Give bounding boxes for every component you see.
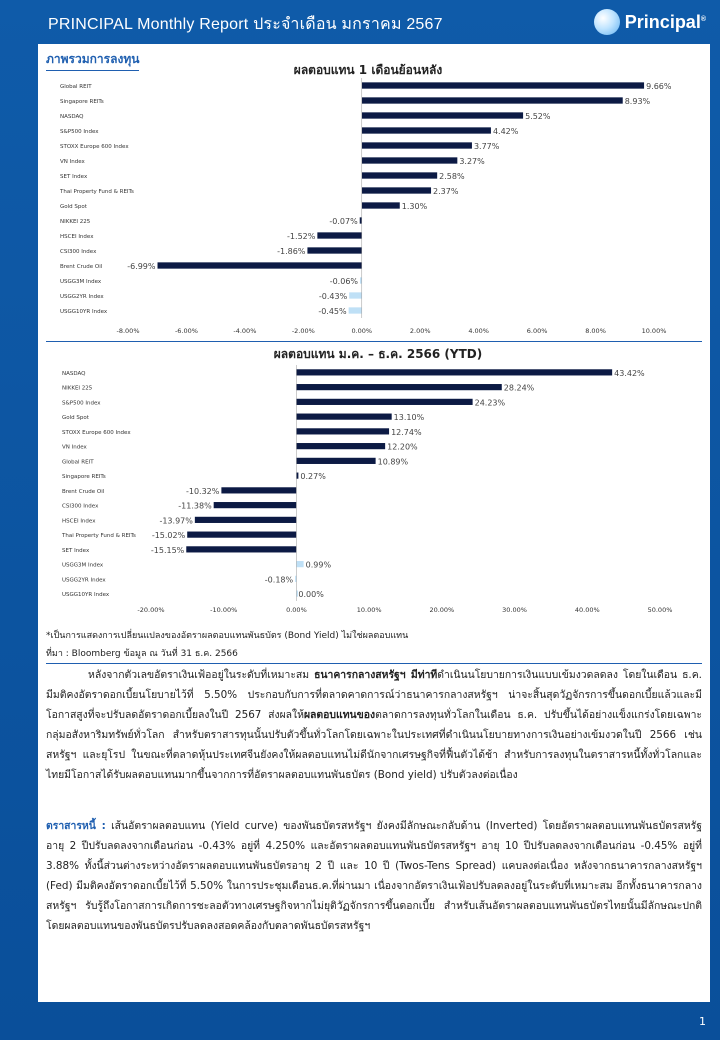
bar-13 — [296, 561, 303, 567]
value-label-14: -0.43% — [318, 292, 348, 301]
value-label-15: 0.00% — [298, 590, 324, 600]
value-label-6: 2.58% — [439, 172, 465, 181]
bar-6 — [296, 458, 375, 464]
bar-0 — [362, 82, 644, 88]
bar-3 — [296, 414, 391, 420]
bar-10 — [195, 517, 297, 523]
category-label-10: HSCEI Index — [60, 234, 94, 240]
category-label-5: VN Index — [60, 159, 85, 165]
bar-11 — [187, 532, 296, 538]
value-label-2: 24.23% — [474, 398, 506, 408]
principal-logo — [594, 8, 706, 36]
bar-2 — [296, 399, 472, 405]
bar-14 — [349, 292, 362, 298]
category-label-1: NIKKEI 225 — [62, 385, 93, 392]
category-label-2: NASDAQ — [60, 114, 84, 120]
category-label-6: Global REIT — [62, 459, 94, 466]
value-label-4: 3.77% — [473, 142, 500, 151]
bar-7 — [362, 187, 431, 193]
principal-logo-icon — [594, 9, 620, 35]
category-label-14: USGG2YR Index — [60, 294, 104, 300]
value-label-2: 5.52% — [525, 112, 551, 121]
category-label-7: Thai Property Fund & REITs — [60, 189, 134, 195]
category-label-8: Brent Crude Oil — [62, 488, 105, 495]
x-tick-6: 40.00% — [574, 606, 600, 614]
bond-yield-note: *เป็นการแสดงการเปลี่ยนแปลงของอัตราผลตอบแทนพันธบัตร (Bond Yield) ไม่ใช่ผลตอบแทน — [46, 631, 409, 641]
value-label-5: 3.27% — [459, 157, 485, 166]
category-label-2: S&P500 Index — [62, 400, 101, 407]
value-label-3: 4.42% — [492, 127, 519, 136]
x-tick-4: 0.00% — [351, 327, 373, 335]
x-tick-0: -20.00% — [137, 606, 165, 614]
category-label-11: CSI300 Index — [60, 249, 97, 255]
bar-1 — [296, 384, 501, 390]
bar-4 — [362, 142, 472, 148]
x-tick-5: 2.00% — [409, 327, 431, 335]
x-tick-4: 20.00% — [429, 606, 455, 614]
x-tick-5: 30.00% — [502, 606, 527, 614]
value-label-15: -0.45% — [318, 307, 347, 316]
market-overview-paragraph: หลังจากตัวเลขอัตราเงินเฟ้ออยู่ในระดับที่เหมาะสม ธนาคารกลางสหรัฐฯ มีท่าทีดำเนินนโยบายการเงินแบบเข้มงวดลดลง โดยในเดือน ธ.ค. มีมติคงอัตราดอกเบี้ยนโยบายไว้ที่ 5.50% ประกอบกับการที่ตลาดคาดการณ์ว่าธนาคารกลางสหรัฐฯ น่าจะสิ้นสุดวัฏจักรการขึ้นดอกเบี้ยแล้วและมีโอกาสสูงที่จะปรับลดอัตราดอกเบี้ยลงในปี 2567 ส่งผลให้ผลตอบแทนของตลาดการลงทุนทั่วโลกในเดือน ธ.ค. ปรับขึ้นได้อย่างแข็งแกร่งโดยเฉพาะกลุ่มอสังหาริมทรัพย์ทั่วโลก สำหรับตราสารทุนนั้นปรับตัวขึ้นทั่วโลกโดยเฉพาะในประเทศที่ดำเนินนโยบายทางการเงินอย่างเข้มงวดในปี 2566 เช่น สหรัฐฯ และยุโรป ในขณะที่ตลาดหุ้นประเทศจีนยังคงให้ผลตอบแทนไม่ดีนักจากเศรษฐกิจที่ฟื้นตัวได้ช้า สำหรับการลงทุนในตราสารหนี้ทั้งทั่วโลกและไทยมีโอกาสได้รับผลตอบแทนมากขึ้นจากการที่อัตราผลตอบแทนพันธบัตร (Bond yield) ปรับตัวลงต่อเนื่อง — [46, 669, 702, 781]
category-label-10: HSCEI Index — [62, 518, 96, 525]
value-label-10: -13.97% — [159, 516, 193, 526]
x-tick-2: -4.00% — [233, 327, 257, 335]
category-label-15: USGG10YR Index — [60, 309, 108, 315]
value-label-9: -11.38% — [178, 501, 212, 511]
bar-9 — [360, 217, 362, 223]
source-note: ที่มา : Bloomberg ข้อมูล ณ วันที่ 31 ธ.ค. 2566 — [46, 649, 238, 659]
bar-7 — [296, 473, 298, 479]
value-label-13: 0.99% — [305, 560, 332, 570]
chart-1m-returns — [38, 78, 710, 340]
bar-6 — [362, 172, 437, 178]
chart1-title: ผลตอบแทน 1 เดือนย้อนหลัง — [293, 63, 443, 77]
value-label-14: -0.18% — [264, 575, 294, 585]
value-label-10: -1.52% — [287, 232, 316, 241]
value-label-13: -0.06% — [329, 277, 359, 286]
value-label-1: 8.93% — [624, 97, 651, 106]
bar-8 — [221, 487, 296, 493]
bar-15 — [349, 307, 362, 313]
principal-logo-text: Principal® — [624, 11, 706, 32]
bar-10 — [317, 232, 361, 238]
value-label-8: -10.32% — [185, 486, 220, 496]
value-label-1: 28.24% — [503, 383, 535, 393]
category-label-9: NIKKEI 225 — [60, 219, 91, 225]
value-label-12: -6.99% — [127, 262, 156, 271]
x-tick-7: 6.00% — [526, 327, 548, 335]
bar-5 — [296, 443, 385, 449]
x-tick-2: 0.00% — [286, 606, 307, 614]
bar-11 — [307, 247, 361, 253]
section-title: ภาพรวมการลงทุน — [46, 50, 139, 71]
bar-1 — [362, 97, 623, 103]
value-label-5: 12.20% — [387, 442, 418, 452]
value-label-7: 2.37% — [433, 187, 459, 196]
value-label-11: -15.02% — [151, 531, 186, 541]
x-tick-7: 50.00% — [647, 606, 673, 614]
bar-12 — [186, 546, 296, 552]
category-label-3: Gold Spot — [62, 415, 89, 422]
category-label-6: SET Index — [60, 174, 88, 180]
bar-2 — [362, 112, 523, 118]
category-label-11: Thai Property Fund & REITs — [62, 533, 136, 540]
page-number: 1 — [699, 1015, 706, 1028]
bar-4 — [296, 428, 389, 434]
category-label-12: SET Index — [62, 547, 90, 554]
x-tick-8: 8.00% — [585, 327, 606, 335]
value-label-9: -0.07% — [329, 217, 358, 226]
x-tick-9: 10.00% — [641, 327, 667, 335]
x-tick-6: 4.00% — [468, 327, 489, 335]
chart-ytd-returns — [38, 362, 710, 618]
text-divider — [46, 663, 702, 664]
bar-13 — [360, 277, 362, 283]
category-label-4: STOXX Europe 600 Index — [60, 144, 129, 150]
bar-0 — [296, 369, 612, 375]
category-label-15: USGG10YR Index — [62, 592, 110, 599]
fixed-income-heading: ตราสารหนี้ : — [46, 820, 106, 832]
x-tick-3: 10.00% — [356, 606, 382, 614]
value-label-6: 10.89% — [377, 457, 409, 467]
fixed-income-paragraph: ตราสารหนี้ : เส้นอัตราผลตอบแทน (Yield curve) ของพันธบัตรสหรัฐฯ ยังคงมีลักษณะกลับด้าน (Inverted) โดยอัตราผลตอบแทนพันธบัตรสหรัฐอายุ 2 ปีปรับลดลงจากเดือนก่อน -0.43% อยู่ที่ 4.250% และอัตราผลตอบแทนพันธบัตรสหรัฐฯ อายุ 10 ปีปรับลดลงจากเดือนก่อน -0.45% อยู่ที่ 3.88% ทั้งนี้ส่วนต่างระหว่างอัตราผลตอบแทนพันธบัตรอายุ 2 ปี และ 10 ปี (Twos-Tens Spread) แคบลงต่อเนื่อง หลังจากธนาคารกลางสหรัฐฯ (Fed) มีมติคงอัตราดอกเบี้ยไว้ที่ 5.50% ในการประชุมเดือนธ.ค.ที่ผ่านมา เนื่องจากอัตราเงินเฟ้อปรับลดลงอยู่ในระดับที่เหมาะสม อีกทั้งธนาคารกลางสหรัฐฯ รับรู้ถึงโอกาสการเกิดการชะลอตัวทางเศรษฐกิจหากไม่ยุติวัฏจักรการขึ้นดอกเบี้ย สำหรับเส้นอัตราผลตอบแทนพันธบัตรไทยนั้นมีลักษณะปกติ โดยผลตอบแทนของพันธบัตรปรับลดลงสอดคล้องกับตลาดพันธบัตรสหรัฐฯ — [46, 820, 702, 932]
x-tick-0: -8.00% — [116, 327, 140, 335]
category-label-1: Singapore REITs — [60, 99, 104, 105]
value-label-0: 43.42% — [614, 368, 645, 378]
category-label-14: USGG2YR Index — [62, 577, 106, 584]
bar-12 — [158, 262, 362, 268]
x-tick-3: -2.00% — [291, 327, 315, 335]
category-label-8: Gold Spot — [60, 204, 87, 210]
category-label-12: Brent Crude Oil — [60, 264, 103, 270]
value-label-11: -1.86% — [277, 247, 306, 256]
x-tick-1: -6.00% — [174, 327, 198, 335]
content-card — [38, 44, 710, 1002]
category-label-0: NASDAQ — [62, 370, 86, 377]
bar-8 — [362, 202, 400, 208]
category-label-13: USGG3M Index — [62, 562, 104, 569]
category-label-4: STOXX Europe 600 Index — [62, 429, 131, 436]
value-label-4: 12.74% — [391, 427, 422, 437]
page-header — [0, 0, 720, 44]
value-label-8: 1.30% — [401, 202, 428, 211]
category-label-5: VN Index — [62, 444, 87, 451]
bar-5 — [362, 157, 458, 163]
chart-divider — [46, 341, 702, 342]
category-label-3: S&P500 Index — [60, 129, 99, 135]
report-title: PRINCIPAL Monthly Report ประจำเดือน มกราคม 2567 — [48, 16, 443, 33]
value-label-7: 0.27% — [300, 472, 326, 482]
chart2-title: ผลตอบแทน ม.ค. – ธ.ค. 2566 (YTD) — [273, 347, 483, 361]
bar-9 — [214, 502, 297, 508]
x-tick-1: -10.00% — [210, 606, 238, 614]
bar-3 — [362, 127, 491, 133]
value-label-0: 9.66% — [646, 82, 672, 91]
value-label-3: 13.10% — [393, 413, 425, 423]
category-label-0: Global REIT — [60, 84, 92, 90]
category-label-7: Singapore REITs — [62, 474, 106, 481]
value-label-12: -15.15% — [150, 545, 185, 555]
category-label-9: CSI300 Index — [62, 503, 99, 510]
category-label-13: USGG3M Index — [60, 279, 102, 285]
